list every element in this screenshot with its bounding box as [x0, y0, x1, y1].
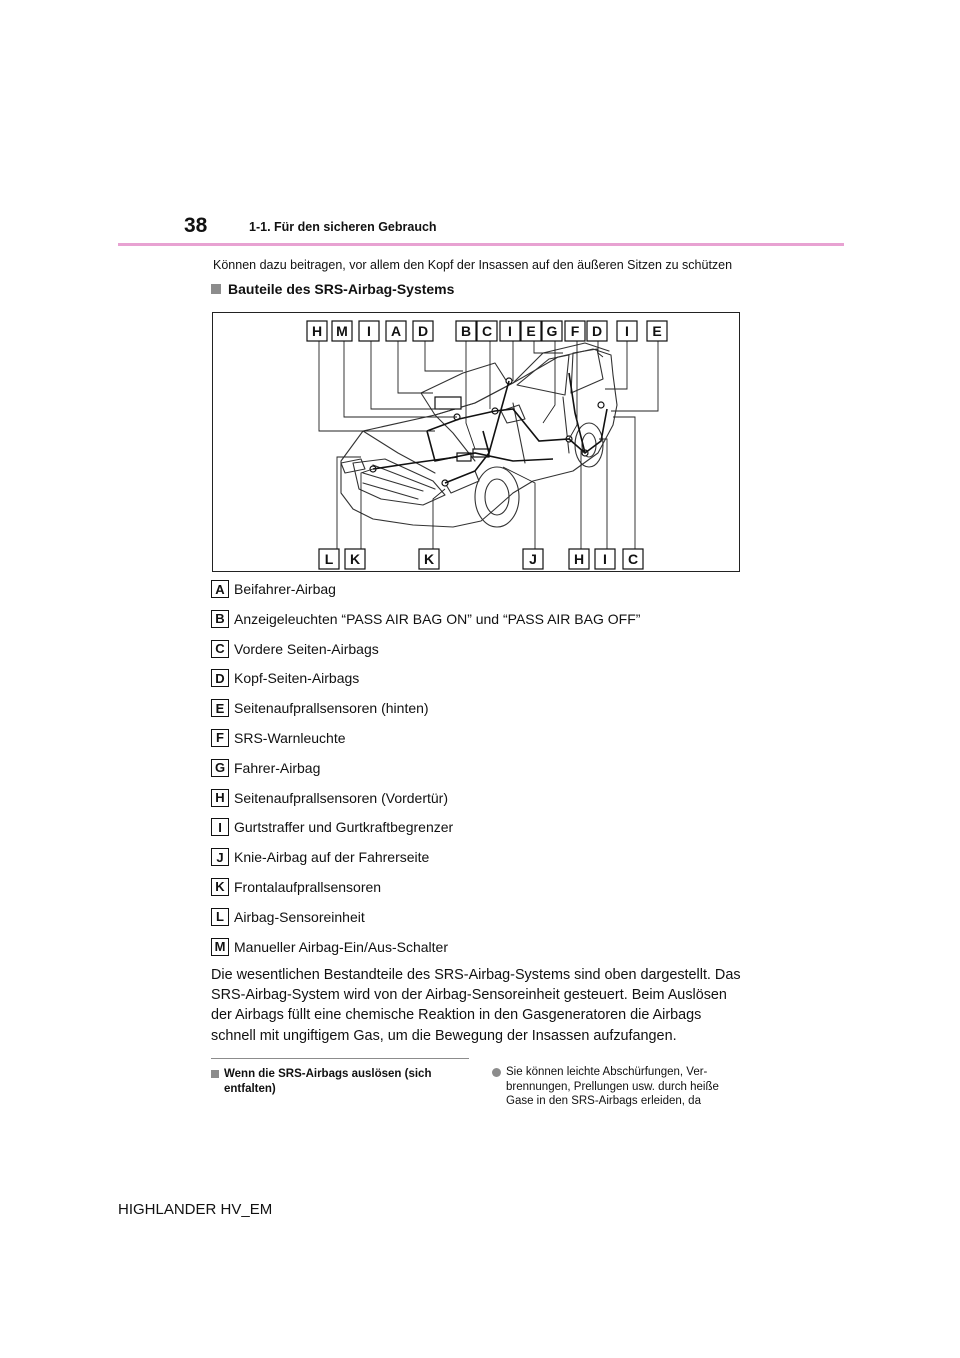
legend-letter: D [211, 669, 229, 687]
top-label: H [311, 323, 323, 339]
footer-model: HIGHLANDER HV_EM [118, 1201, 273, 1218]
top-label: M [336, 323, 348, 339]
legend-letter: A [211, 580, 229, 598]
legend-letter: I [211, 818, 229, 836]
top-label: D [417, 323, 429, 339]
top-label: D [591, 323, 603, 339]
body-line: schnell mit ungiftigem Gas, um die Bewegung der Insassen aufzufangen. [211, 1027, 677, 1044]
square-bullet-icon [211, 1070, 219, 1078]
legend-letter: F [211, 729, 229, 747]
bottom-label-row [319, 549, 643, 569]
legend-letter: J [211, 848, 229, 866]
note-title-line: entfalten) [224, 1083, 276, 1095]
top-label: E [526, 323, 536, 339]
body-paragraph [211, 965, 756, 1046]
body-line: der Airbags füllt eine chemische Reaktion in den Gasgeneratoren die Airbags [211, 1007, 702, 1024]
note-heading-block [211, 1058, 469, 1097]
intro-text: Können dazu beitragen, vor allem den Kopf der Insassen auf den äußeren Sitzen zu schützen [213, 258, 733, 272]
body-line: SRS-Airbag-System wird von der Airbag-Sensoreinheit gesteuert. Beim Auslösen [211, 987, 727, 1004]
legend-item [211, 848, 751, 878]
note-title-line: Wenn die SRS-Airbags auslösen (sich [224, 1068, 432, 1080]
top-label: B [460, 323, 472, 339]
legend-item [211, 818, 751, 848]
legend-item [211, 610, 751, 640]
top-label: G [546, 323, 558, 339]
legend-letter: B [211, 610, 229, 628]
body-line: Die wesentlichen Bestandteile des SRS-Airbag-Systems sind oben dargestellt. Das [211, 967, 741, 983]
legend-letter: M [211, 938, 229, 956]
bottom-label: J [529, 551, 537, 567]
legend-text: Beifahrer-Airbag [234, 581, 336, 597]
legend-letter: L [211, 908, 229, 926]
bottom-label: I [603, 551, 607, 567]
note-line: Gase in den SRS-Airbags erleiden, da [506, 1095, 701, 1107]
bottom-label: H [573, 551, 585, 567]
legend-text: Gurtstraffer und Gurtkraftbegrenzer [234, 819, 454, 836]
page-number: 38 [184, 214, 208, 237]
legend-item [211, 908, 751, 938]
legend-item [211, 640, 751, 670]
header-rule [118, 243, 844, 246]
legend-item [211, 789, 751, 819]
bottom-label: K [423, 551, 435, 567]
legend-item [211, 699, 751, 729]
legend-item [211, 580, 751, 610]
bottom-label: K [349, 551, 361, 567]
legend-text: Seitenaufprallsensoren (hinten) [234, 700, 429, 717]
top-label: E [652, 323, 662, 339]
legend-text: Knie-Airbag auf der Fahrerseite [234, 849, 430, 866]
top-label: I [508, 323, 512, 339]
legend-text: Vordere Seiten-Airbags [234, 640, 379, 657]
legend-text: Anzeigeleuchten “PASS AIR BAG ON” und “PASS AIR BAG OFF” [234, 610, 641, 627]
bottom-label: C [627, 551, 639, 567]
legend-item [211, 729, 751, 759]
legend-text: Kopf-Seiten-Airbags [234, 670, 360, 687]
subsection-title: Bauteile des SRS-Airbag-Systems [228, 281, 455, 297]
note-line: Sie können leichte Abschürfungen, Ver- [506, 1066, 708, 1078]
note-line: brennungen, Prellungen usw. durch heiße [506, 1080, 719, 1093]
legend-text: Airbag-Sensoreinheit [234, 908, 365, 925]
legend-letter: G [211, 759, 229, 777]
legend-item [211, 878, 751, 908]
top-label: I [367, 323, 371, 339]
legend-text: Fahrer-Airbag [234, 759, 321, 776]
car-illustration [213, 313, 740, 572]
legend-letter: C [211, 640, 229, 658]
section-title: 1-1. Für den sicheren Gebrauch [249, 220, 437, 234]
top-label: F [570, 323, 580, 339]
bottom-label: L [324, 551, 334, 567]
subsection-heading [211, 281, 454, 297]
legend-letter: K [211, 878, 229, 896]
component-legend [211, 580, 751, 967]
note-bullet [492, 1065, 752, 1109]
legend-text: Manueller Airbag-Ein/Aus-Schalter [234, 938, 448, 955]
square-bullet-icon [211, 284, 221, 294]
note-title [211, 1067, 469, 1097]
top-label: I [625, 323, 629, 339]
legend-item [211, 938, 751, 968]
legend-text: SRS-Warnleuchte [234, 729, 346, 746]
legend-item [211, 669, 751, 699]
note-rule [211, 1058, 469, 1059]
legend-letter: H [211, 789, 229, 807]
legend-item [211, 759, 751, 789]
top-label: C [481, 323, 493, 339]
top-label: A [390, 323, 402, 339]
legend-text: Frontalaufprallsensoren [234, 878, 382, 895]
legend-letter: E [211, 699, 229, 717]
legend-text: Seitenaufprallsensoren (Vordertür) [234, 789, 449, 806]
round-bullet-icon [492, 1068, 501, 1077]
airbag-figure [212, 312, 740, 572]
